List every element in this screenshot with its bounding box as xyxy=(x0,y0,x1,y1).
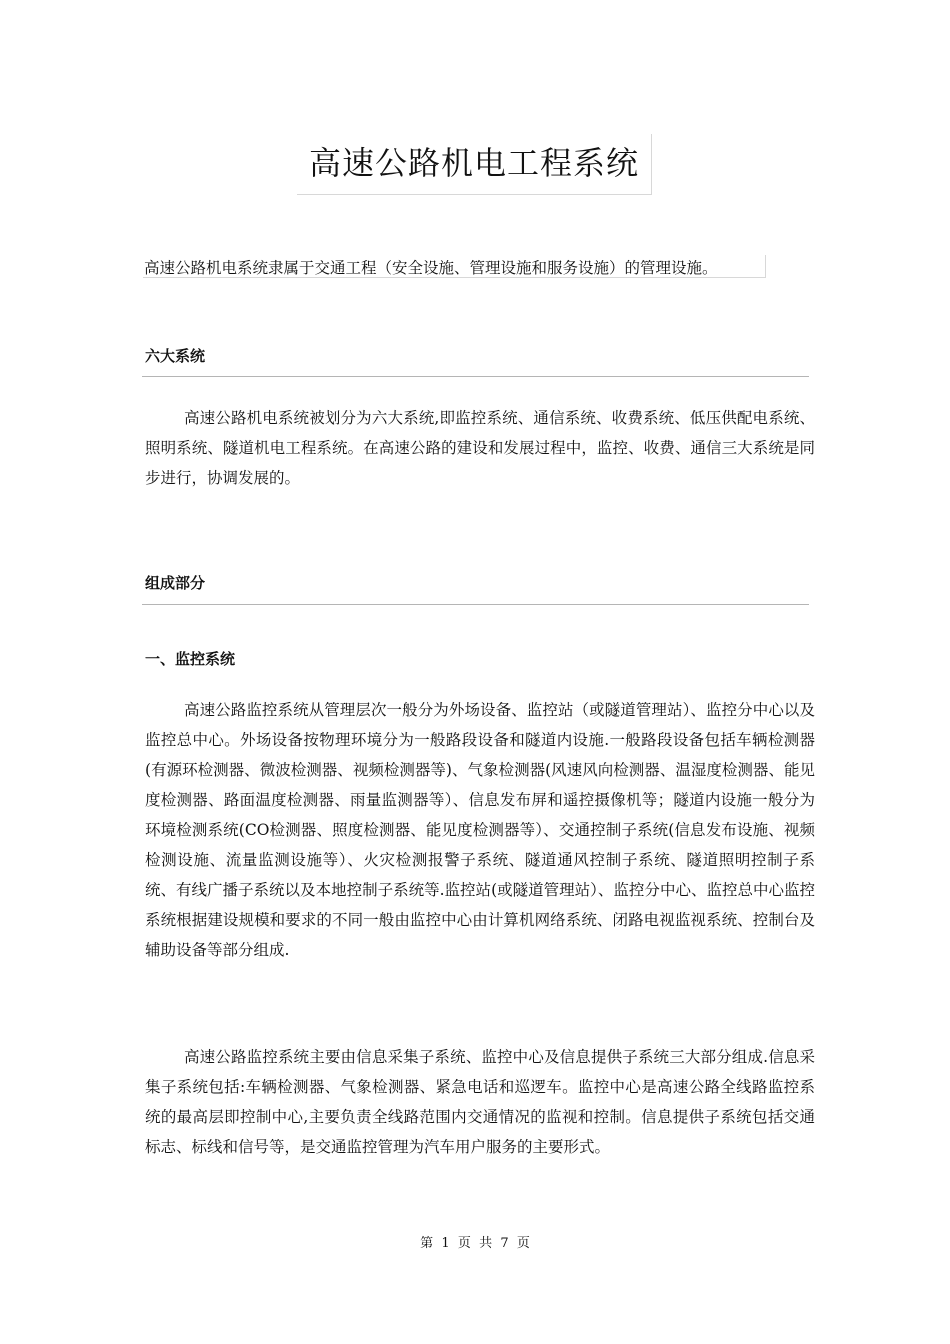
document-title: 高速公路机电工程系统 xyxy=(308,144,639,182)
paragraph-six-systems: 高速公路机电系统被划分为六大系统,即监控系统、通信系统、收费系统、低压供配电系统、照明系统、隧道机电工程系统。在高速公路的建设和发展过程中，监控、收费、通信三大系统是同步进行，协调发展的。 xyxy=(145,409,815,487)
section-divider xyxy=(142,376,809,377)
title-frame xyxy=(297,134,652,195)
section-heading-monitoring: 一、监控系统 xyxy=(145,650,236,668)
paragraph-monitoring-levels: 高速公路监控系统从管理层次一般分为外场设备、监控站（或隧道管理站）、监控分中心以及监控总中心。外场设备按物理环境分为一般路段设备和隧道内设施.一般路段设备包括车辆检测器(有源环检测器、微波检测器、视频检测器等)、气象检测器(风速风向检测器、温湿度检测器、能见度检测器、路面温度检测器、雨量监测器等）、信息发布屏和遥控摄像机等；隧道内设施一般分为环境检测系统(CO检测器、照度检测器、能见度检测器等）、交通控制子系统(信息发布设施、视频检测设施、流量监测设施等）、火灾检测报警子系统、隧道通风控制子系统、隧道照明控制子系统、有线广播子系统以及本地控制子系统等.监控站(或隧道管理站）、监控分中心、监控总中心监控系统根据建设规模和要求的不同一般由监控中心由计算机网络系统、闭路电视监视系统、控制台及辅助设备等部分组成. xyxy=(145,701,815,959)
section-heading-components: 组成部分 xyxy=(145,574,206,592)
section-divider xyxy=(142,604,809,605)
section-heading-six-systems: 六大系统 xyxy=(145,347,206,365)
paragraph-monitoring-subsystems: 高速公路监控系统主要由信息采集子系统、监控中心及信息提供子系统三大部分组成.信息采集子系统包括:车辆检测器、气象检测器、紧急电话和巡逻车。监控中心是高速公路全线路监控系统的最高层即控制中心,主要负责全线路范围内交通情况的监视和控制。信息提供子系统包括交通标志、标线和信号等，是交通监控管理为汽车用户服务的主要形式。 xyxy=(145,1048,815,1156)
page-footer: 第 1 页 共 7 页 xyxy=(420,1236,530,1251)
intro-frame xyxy=(143,255,766,278)
intro-text: 高速公路机电系统隶属于交通工程（安全设施、管理设施和服务设施）的管理设施。 xyxy=(144,259,718,277)
